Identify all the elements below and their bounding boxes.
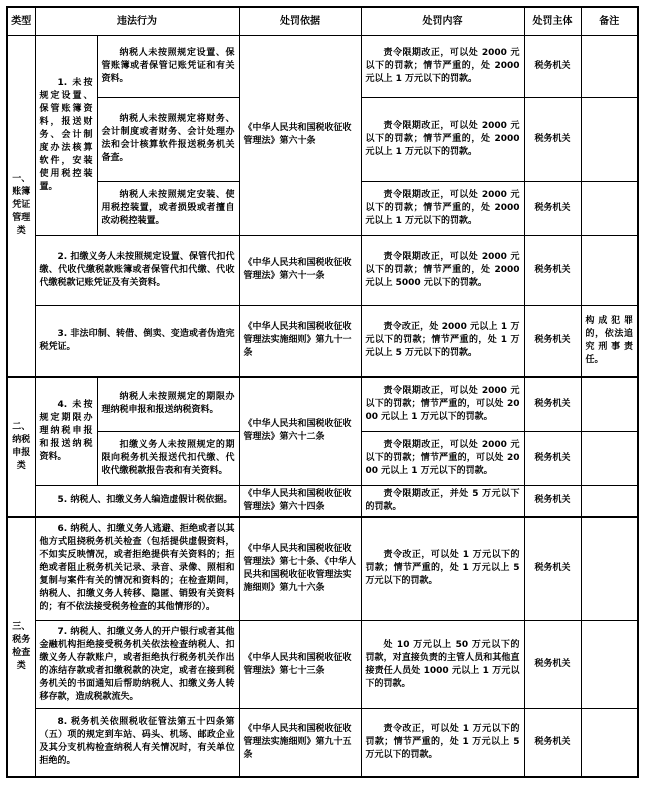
header-note: 备注 [581, 7, 638, 35]
row1c-subject: 税务机关 [524, 181, 581, 235]
row3-note: 构成犯罪的，依法追究刑事责任。 [581, 305, 638, 377]
row4b-note [581, 431, 638, 485]
row5-note [581, 485, 638, 517]
row4a-subject: 税务机关 [524, 377, 581, 431]
header-row [7, 7, 638, 35]
row1a-subject: 税务机关 [524, 35, 581, 97]
row7-subject: 税务机关 [524, 621, 581, 709]
table-row [7, 485, 638, 517]
row6-penalty: 责令改正，可以处 1 万元以下的罚款；情节严重的，处 1 万元以上 5 万元以下的罚款。 [361, 517, 524, 621]
row3-subject: 税务机关 [524, 305, 581, 377]
row2-basis: 《中华人民共和国税收征收管理法》第六十一条 [239, 235, 361, 305]
row4b-behavior: 扣缴义务人未按照规定的期限向税务机关报送代扣代缴、代收代缴税款报告表和有关资料。 [97, 431, 239, 485]
row2-behavior: 2. 扣缴义务人未按照规定设置、保管代扣代缴、代收代缴税款账簿或者保管代扣代缴、代收代缴税款记账凭证及有关资料。 [35, 235, 239, 305]
row1-basis: 《中华人民共和国税收征收管理法》第六十条 [239, 35, 361, 235]
row4b-subject: 税务机关 [524, 431, 581, 485]
row7-basis: 《中华人民共和国税收征收管理法》第七十三条 [239, 621, 361, 709]
table-row [7, 377, 638, 431]
row8-penalty: 责令改正，可以处 1 万元以下的罚款；情节严重的，处 1 万元以上 5 万元以下的罚款。 [361, 709, 524, 777]
row7-penalty: 处 10 万元以上 50 万元以下的罚款，对直接负责的主管人员和其他直接责任人员处 1000 元以上 1 万元以下的罚款。 [361, 621, 524, 709]
row8-basis: 《中华人民共和国税收征收管理法实施细则》第九十五条 [239, 709, 361, 777]
header-subject: 处罚主体 [524, 7, 581, 35]
header-content: 处罚内容 [361, 7, 524, 35]
row1a-note [581, 35, 638, 97]
row4a-note [581, 377, 638, 431]
row6-note [581, 517, 638, 621]
row5-penalty: 责令限期改正，并处 5 万元以下的罚款。 [361, 485, 524, 517]
row1a-penalty: 责令限期改正，可以处 2000 元以下的罚款；情节严重的，处 2000 元以上 1 万元以下的罚款。 [361, 35, 524, 97]
table-row [7, 621, 638, 709]
row6-subject: 税务机关 [524, 517, 581, 621]
row8-behavior: 8. 税务机关依照税收征管法第五十四条第（五）项的规定到车站、码头、机场、邮政企业及其分支机构检查纳税人有关情况时，有关单位拒绝的。 [35, 709, 239, 777]
row1b-penalty: 责令限期改正，可以处 2000 元以下的罚款；情节严重的，处 2000 元以上 1 万元以下的罚款。 [361, 97, 524, 181]
row3-penalty: 责令改正，处 2000 元以上 1 万元以下的罚款；情节严重的，处 1 万元以上 5 万元以下的罚款。 [361, 305, 524, 377]
category-2-cell: 二、纳税申报类 [7, 377, 35, 517]
row2-note [581, 235, 638, 305]
category-1-cell: 一、账簿凭证管理类 [7, 35, 35, 377]
header-type: 类型 [7, 7, 35, 35]
row5-basis: 《中华人民共和国税收征收管理法》第六十四条 [239, 485, 361, 517]
row1b-note [581, 97, 638, 181]
row7-note [581, 621, 638, 709]
table-row [7, 35, 638, 97]
row4-basis: 《中华人民共和国税收征收管理法》第六十二条 [239, 377, 361, 485]
row4a-penalty: 责令限期改正，可以处 2000 元以下的罚款；情节严重的，可以处 2000 元以上 1 万元以下的罚款。 [361, 377, 524, 431]
row6-basis: 《中华人民共和国税收征收管理法》第七十条、《中华人民共和国税收征收管理法实施细则》第九十六条 [239, 517, 361, 621]
row5-behavior: 5. 纳税人、扣缴义务人编造虚假计税依据。 [35, 485, 239, 517]
row4b-penalty: 责令限期改正，可以处 2000 元以下的罚款；情节严重的，可以处 2000 元以上 1 万元以下的罚款。 [361, 431, 524, 485]
row2-subject: 税务机关 [524, 235, 581, 305]
row3-basis: 《中华人民共和国税收征收管理法实施细则》第九十一条 [239, 305, 361, 377]
row8-subject: 税务机关 [524, 709, 581, 777]
row1c-penalty: 责令限期改正，可以处 2000 元以下的罚款；情节严重的，处 2000 元以上 1 万元以下的罚款。 [361, 181, 524, 235]
row1c-note [581, 181, 638, 235]
row2-penalty: 责令限期改正，可以处 2000 元以下的罚款；情节严重的，处 2000 元以上 5000 元以下的罚款。 [361, 235, 524, 305]
table-row [7, 709, 638, 777]
header-behavior: 违法行为 [35, 7, 239, 35]
row7-behavior: 7. 纳税人、扣缴义务人的开户银行或者其他金融机构拒绝接受税务机关依法检查纳税人、扣缴义务人存款账户，或者拒绝执行税务机关作出的冻结存款或者扣缴税款的决定，或者在接到税务机关的书面通知后帮助纳税人、扣缴义务人转移存款，造成税款流失。 [35, 621, 239, 709]
row1b-behavior: 纳税人未按照规定将财务、会计制度或者财务、会计处理办法和会计核算软件报送税务机关备查。 [97, 97, 239, 181]
table-row [7, 235, 638, 305]
row8-note [581, 709, 638, 777]
header-basis: 处罚依据 [239, 7, 361, 35]
table-row [7, 305, 638, 377]
row5-subject: 税务机关 [524, 485, 581, 517]
category-3-cell: 三、税务检查类 [7, 517, 35, 777]
row1-summary: 1. 未按规定设置、保管账簿资料，报送财务、会计制度办法核算软件，安装使用税控装置。 [35, 35, 97, 235]
table-row [7, 517, 638, 621]
tax-penalty-table [6, 6, 639, 778]
row1c-behavior: 纳税人未按照规定安装、使用税控装置，或者损毁或者擅自改动税控装置。 [97, 181, 239, 235]
row3-behavior: 3. 非法印制、转借、倒卖、变造或者伪造完税凭证。 [35, 305, 239, 377]
row1b-subject: 税务机关 [524, 97, 581, 181]
row4a-behavior: 纳税人未按照规定的期限办理纳税申报和报送纳税资料。 [97, 377, 239, 431]
row6-behavior: 6. 纳税人、扣缴义务人逃避、拒绝或者以其他方式阻挠税务机关检查（包括提供虚假资料，不如实反映情况，或者拒绝提供有关资料的；拒绝或者阻止税务机关记录、录音、录像、照相和复制与案件有关的情况和资料的；在检查期间，纳税人、扣缴义务人转移、隐匿、销毁有关资料的；有不依法接受税务检查的其他情形的）。 [35, 517, 239, 621]
row1a-behavior: 纳税人未按照规定设置、保管账簿或者保管记账凭证和有关资料。 [97, 35, 239, 97]
row4-summary: 4. 未按规定期限办理纳税申报和报送纳税资料。 [35, 377, 97, 485]
